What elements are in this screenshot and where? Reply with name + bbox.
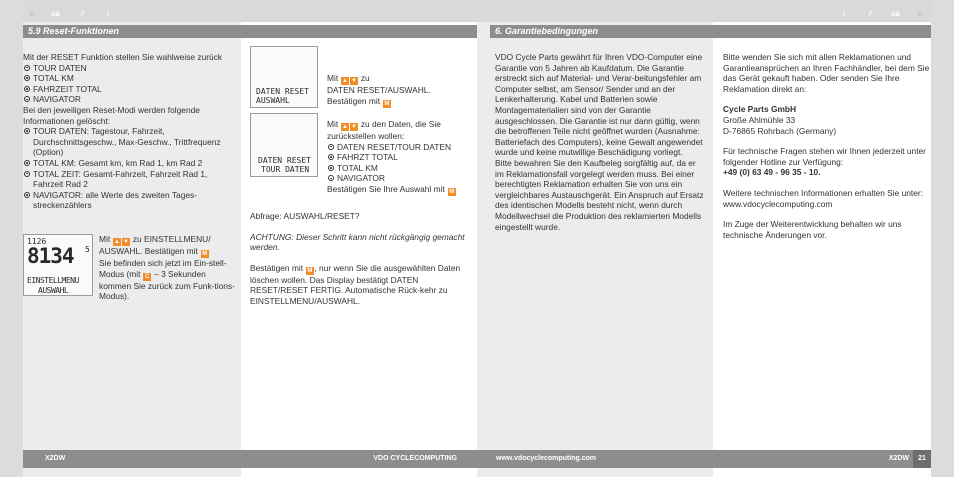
arrow-down-icon: ▼ bbox=[351, 124, 357, 130]
lcd-line-1: DATEN RESET bbox=[258, 156, 311, 165]
changes-paragraph: Im Zuge der Weiterentwicklung behalten wir uns technische Änderungen vor. bbox=[723, 219, 902, 240]
bullet-icon bbox=[24, 65, 30, 71]
list-item: TOTAL ZEIT: Gesamt-Fahrzeit, Fahrzeit Rad 1, Fahrzeit Rad 2 bbox=[23, 169, 237, 190]
lcd-line-2: AUSWAHL bbox=[38, 286, 69, 295]
bullet-icon bbox=[24, 86, 30, 92]
list-item: TOTAL KM bbox=[327, 163, 469, 174]
lcd-display-daten-reset-tour bbox=[250, 113, 318, 177]
query-text: Abfrage: AUSWAHL/RESET? bbox=[250, 211, 360, 221]
reset-options-list bbox=[23, 63, 237, 105]
reset-details-list bbox=[23, 126, 237, 211]
step-einstellmenu: Mit ▲ ▼ zu EINSTELLMENU/ AUSWAHL. Bestätigen mit M Sie befinden sich jetzt im Ein-stell-Modus (mit C – 3 Sekunden kommen Sie zurück zum Funk-tions-Modus). bbox=[99, 234, 235, 302]
language-bar-left bbox=[0, 0, 477, 22]
bullet-icon bbox=[328, 144, 334, 150]
page-edge-left bbox=[0, 0, 23, 477]
lcd-superscript-digit: 5 bbox=[85, 245, 90, 254]
lcd-line-1: DATEN RESET bbox=[256, 87, 309, 96]
bullet-icon bbox=[24, 192, 30, 198]
company-street: Große Ahlmühle 33 bbox=[723, 114, 796, 125]
hotline-number: +49 (0) 63 49 - 96 35 - 10. bbox=[723, 167, 821, 178]
arrow-down-icon: ▼ bbox=[123, 239, 129, 245]
bullet-icon bbox=[328, 165, 334, 171]
footer-brand: VDO CYCLECOMPUTING bbox=[373, 455, 457, 462]
footer-url[interactable]: www.vdocyclecomputing.com bbox=[496, 455, 597, 462]
list-item: NAVIGATOR bbox=[327, 173, 469, 184]
bullet-icon bbox=[24, 160, 30, 166]
lang-tab-f: F bbox=[81, 12, 85, 18]
bullet-icon bbox=[24, 96, 30, 102]
language-bar-right bbox=[477, 0, 954, 22]
warranty-text-block bbox=[495, 52, 705, 232]
warranty-paragraph-2: Bitte bewahren Sie den Kaufbeleg sorgfältig auf, da er im Reklamationsfall vorgelegt werden muss. Bei einer berechtigten Reklamation erhalten Sie von uns ein vergleichbares Austauschgerät. Ein Anspruch auf Ersatz des identischen Modells besteht nicht, wenn durch Modellwechsel die Produktion des reklamierten Modells eingestellt wurde. bbox=[495, 157, 704, 232]
list-item: TOTAL KM bbox=[23, 73, 237, 84]
reset-confirm-block bbox=[250, 211, 466, 307]
company-name: Cycle Parts GmbH bbox=[723, 104, 797, 115]
footer-model-right: X2DW bbox=[888, 455, 909, 462]
m-key-icon: M bbox=[449, 188, 455, 195]
bullet-icon bbox=[24, 171, 30, 177]
lcd-display-einstellmenu bbox=[23, 234, 93, 296]
lcd-big-digits: 8134 bbox=[27, 244, 74, 268]
company-city: D-76865 Rohrbach (Germany) bbox=[723, 125, 837, 136]
contact-paragraph: Bitte wenden Sie sich mit allen Reklamationen und Garantieansprüchen an Ihren Fachhändler, bei dem Sie das Gerät gekauft haben. Oder senden Sie Ihre Reklamation direkt an: bbox=[723, 52, 930, 94]
warranty-paragraph-1: VDO Cycle Parts gewährt für Ihren VDO-Computer eine Garantie von 5 Jahren ab Kaufdatum. Die Garantie erstreckt sich auf Material- und Verar-beitungsfehler am Computer selbst, am Sensor/ Sender und an der Lenkerhalterung. Kabel und Batterien sowie Montagematerialien sind von der Garantie ausgeschlossen. Die Garantie ist nur dann gültig, wenn die betroffenen Teile nicht geöffnet wurden (Ausnahme: Batteriefach des Computers), keine Gewalt angewendet wurde und keine mutwillige Beschädigung vorliegt. bbox=[495, 52, 703, 158]
lcd-small-digits: 1126 bbox=[27, 237, 47, 246]
list-item: TOUR DATEN bbox=[23, 63, 237, 74]
list-item: FAHRZT TOTAL bbox=[327, 152, 469, 163]
bullet-icon bbox=[328, 154, 334, 160]
arrow-up-icon: ▲ bbox=[114, 239, 120, 245]
lang-tab-f-right: F bbox=[869, 12, 873, 18]
warning-text: ACHTUNG: Dieser Schritt kann nicht rückgängig gemacht werden. bbox=[250, 231, 465, 253]
list-item: DATEN RESET/TOUR DATEN bbox=[327, 142, 469, 153]
reset-intro-block bbox=[23, 52, 237, 211]
lang-tab-i: I bbox=[107, 12, 109, 18]
lang-tab-gb: GB bbox=[51, 12, 60, 18]
hotline-paragraph: Für technische Fragen stehen wir Ihnen jederzeit unter folgender Hotline zur Verfügung: bbox=[723, 146, 926, 167]
bullet-icon bbox=[328, 175, 334, 181]
footer-model-left: X2DW bbox=[45, 455, 66, 462]
tech-info-paragraph: Weitere technischen Informationen erhalten Sie unter: www.vdocyclecomputing.com bbox=[723, 187, 924, 209]
step-select-data: Mit ▲ ▼ zu den Daten, die Sie zurückstellen wollen: DATEN RESET/TOUR DATEN FAHRZT TOTAL TOTAL KM NAVIGATOR Bestätigen Sie Ihre Auswahl mit M bbox=[327, 119, 469, 196]
footer-bar-right bbox=[477, 450, 931, 468]
c-key-icon: C bbox=[145, 273, 150, 280]
m-key-icon: M bbox=[307, 267, 313, 274]
arrow-up-icon: ▲ bbox=[342, 78, 348, 84]
section-title-warranty: 6. Garantiebedingungen bbox=[490, 25, 931, 38]
lcd-display-daten-reset-auswahl bbox=[250, 46, 318, 108]
reset-intro: Mit der RESET Funktion stellen Sie wahlweise zurück bbox=[23, 52, 223, 62]
list-item: TOUR DATEN: Tagestour, Fahrzeit, Durchschnittsgeschw., Max-Geschw., Trittfrequenz (Option) bbox=[23, 126, 237, 158]
confirm-text: Bestätigen mit M , nur wenn Sie die ausgewählten Daten löschen wollen. Das Display bestätigt DATEN RESET/RESET FERTIG. Automatische Rück-kehr zu EINSTELLMENU/AUSWAHL. bbox=[250, 262, 461, 306]
lang-tab-i-right: I bbox=[843, 12, 845, 18]
list-item: NAVIGATOR bbox=[23, 94, 237, 105]
reset-data-list bbox=[327, 142, 469, 184]
list-item: TOTAL KM: Gesamt km, km Rad 1, km Rad 2 bbox=[23, 158, 237, 169]
footer-bar-left bbox=[23, 450, 477, 468]
arrow-up-icon: ▲ bbox=[342, 124, 348, 130]
lcd-line-1: EINSTELLMENU bbox=[27, 276, 79, 285]
lang-tab-d-right: D bbox=[918, 12, 923, 18]
list-item: FAHRZEIT TOTAL bbox=[23, 84, 237, 95]
step-daten-reset: Mit ▲ ▼ zu DATEN RESET/AUSWAHL. Bestätigen mit M bbox=[327, 73, 431, 107]
arrow-down-icon: ▼ bbox=[351, 78, 357, 84]
lcd-line-2: TOUR DATEN bbox=[261, 165, 310, 174]
bullet-icon bbox=[24, 128, 30, 134]
lang-tab-d: D bbox=[30, 12, 35, 18]
lang-tab-gb-right: GB bbox=[891, 12, 900, 18]
reset-modes-paragraph: Bei den jeweiligen Reset-Modi werden folgende Informationen gelöscht: bbox=[23, 104, 200, 126]
list-item: NAVIGATOR: alle Werte des zweiten Tages-streckenzählers bbox=[23, 190, 237, 211]
section-title-reset: 5.9 Reset-Funktionen bbox=[23, 25, 477, 38]
warranty-contact-block bbox=[723, 52, 935, 240]
page-number-right: 21 bbox=[913, 450, 931, 468]
bullet-icon bbox=[24, 75, 30, 81]
m-key-icon: M bbox=[202, 251, 208, 257]
m-key-icon: M bbox=[384, 100, 390, 107]
lcd-line-2: AUSWAHL bbox=[256, 96, 290, 105]
